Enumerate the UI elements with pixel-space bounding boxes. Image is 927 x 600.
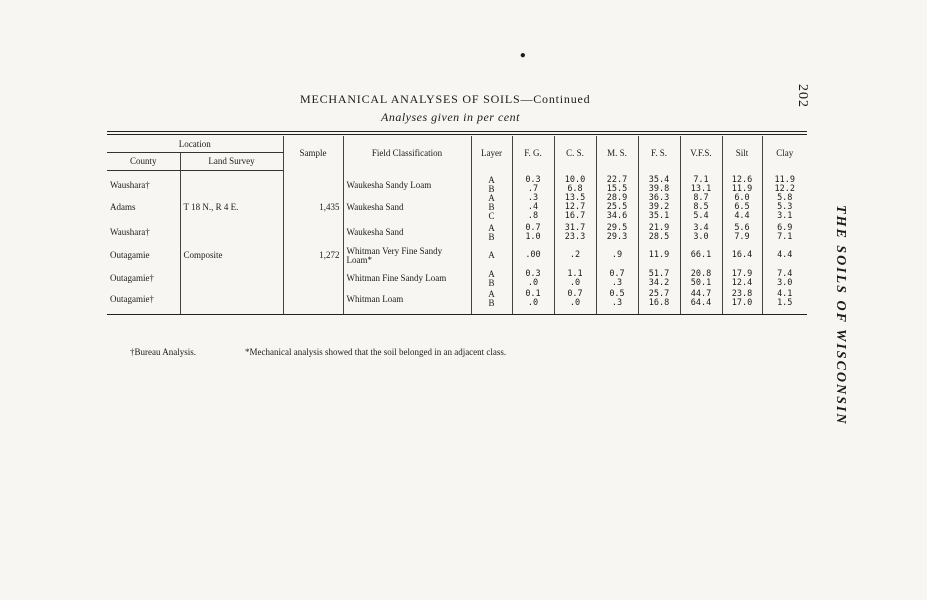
running-head: THE SOILS OF WISCONSIN: [833, 205, 848, 426]
silt-cell: 16.4: [722, 244, 762, 267]
stray-ink-mark: ●: [517, 49, 529, 62]
field-classification-cell: Waukesha Sandy Loam: [343, 170, 471, 194]
layer-cell: A: [471, 244, 512, 267]
sample-cell: [283, 267, 343, 290]
sample-cell: [283, 221, 343, 244]
table-row: [107, 170, 807, 194]
clay-cell: 4.4: [762, 244, 807, 267]
sample-cell: [283, 170, 343, 194]
footnotes: [130, 347, 507, 357]
layer-cell: A B: [471, 267, 512, 290]
vfs-cell: 66.1: [680, 244, 722, 267]
ms-cell: 0.5 .3: [596, 290, 638, 315]
table-row: [107, 267, 807, 290]
county-cell: Adams: [107, 194, 180, 221]
fs-cell: 11.9: [638, 244, 680, 267]
field-classification-cell: Whitman Loam: [343, 290, 471, 315]
table-row: [107, 221, 807, 244]
land-survey-cell: Composite: [180, 244, 283, 267]
fs-cell: 21.9 28.5: [638, 221, 680, 244]
fg-cell: 0.3 .0: [512, 267, 554, 290]
table-title: MECHANICAL ANALYSES OF SOILS—Continued: [300, 92, 591, 106]
land-survey-cell: [180, 170, 283, 194]
fs-cell: 36.3 39.2 35.1: [638, 194, 680, 221]
top-rule: [107, 131, 807, 132]
header-silt: Silt: [722, 136, 762, 170]
fs-cell: 25.7 16.8: [638, 290, 680, 315]
page-number: 202: [795, 84, 810, 108]
layer-cell: A B: [471, 170, 512, 194]
field-classification-cell: Whitman Very Fine Sandy Loam*: [343, 244, 471, 267]
header-cs: C. S.: [554, 136, 596, 170]
vfs-cell: 44.7 64.4: [680, 290, 722, 315]
silt-cell: 6.0 6.5 4.4: [722, 194, 762, 221]
fg-cell: 0.3 .7: [512, 170, 554, 194]
land-survey-cell: T 18 N., R 4 E.: [180, 194, 283, 221]
land-survey-cell: [180, 267, 283, 290]
vfs-cell: 3.4 3.0: [680, 221, 722, 244]
cs-cell: 10.0 6.8: [554, 170, 596, 194]
county-cell: Waushara†: [107, 221, 180, 244]
silt-cell: 12.6 11.9: [722, 170, 762, 194]
table-row: [107, 194, 807, 221]
silt-cell: 5.6 7.9: [722, 221, 762, 244]
fs-cell: 35.4 39.8: [638, 170, 680, 194]
header-vfs: V.F.S.: [680, 136, 722, 170]
layer-cell: A B: [471, 290, 512, 315]
county-cell: Outagamie: [107, 244, 180, 267]
cs-cell: 0.7 .0: [554, 290, 596, 315]
sample-cell: 1,272: [283, 244, 343, 267]
ms-cell: 29.5 29.3: [596, 221, 638, 244]
vfs-cell: 7.1 13.1: [680, 170, 722, 194]
ms-cell: 28.9 25.5 34.6: [596, 194, 638, 221]
header-sample: Sample: [283, 136, 343, 170]
footnote-bureau: †Bureau Analysis.: [130, 347, 196, 357]
ms-cell: .9: [596, 244, 638, 267]
ms-cell: 0.7 .3: [596, 267, 638, 290]
silt-cell: 17.9 12.4: [722, 267, 762, 290]
county-cell: Outagamie†: [107, 267, 180, 290]
layer-cell: A B C: [471, 194, 512, 221]
clay-cell: 11.9 12.2: [762, 170, 807, 194]
cs-cell: 1.1 .0: [554, 267, 596, 290]
layer-cell: A B: [471, 221, 512, 244]
table-subtitle: Analyses given in per cent: [381, 110, 520, 124]
clay-cell: 5.8 5.3 3.1: [762, 194, 807, 221]
field-classification-cell: Waukesha Sand: [343, 221, 471, 244]
footnote-mechanical: *Mechanical analysis showed that the soil belonged in an adjacent class.: [245, 347, 507, 357]
header-fg: F. G.: [512, 136, 554, 170]
header-clay: Clay: [762, 136, 807, 170]
fg-cell: .3 .4 .8: [512, 194, 554, 221]
land-survey-cell: [180, 290, 283, 315]
county-cell: Waushara†: [107, 170, 180, 194]
clay-cell: 4.1 1.5: [762, 290, 807, 315]
silt-cell: 23.8 17.0: [722, 290, 762, 315]
county-cell: Outagamie†: [107, 290, 180, 315]
vfs-cell: 20.8 50.1: [680, 267, 722, 290]
header-land-survey: Land Survey: [180, 152, 283, 170]
header-location: Location: [107, 136, 283, 152]
clay-cell: 6.9 7.1: [762, 221, 807, 244]
fg-cell: 0.1 .0: [512, 290, 554, 315]
soil-analysis-table: [107, 136, 807, 315]
land-survey-cell: [180, 221, 283, 244]
cs-cell: .2: [554, 244, 596, 267]
sample-cell: [283, 290, 343, 315]
header-ms: M. S.: [596, 136, 638, 170]
header-layer: Layer: [471, 136, 512, 170]
cs-cell: 13.5 12.7 16.7: [554, 194, 596, 221]
fs-cell: 51.7 34.2: [638, 267, 680, 290]
field-classification-cell: Whitman Fine Sandy Loam: [343, 267, 471, 290]
ms-cell: 22.7 15.5: [596, 170, 638, 194]
cs-cell: 31.7 23.3: [554, 221, 596, 244]
sample-cell: 1,435: [283, 194, 343, 221]
header-field-classification: Field Classification: [343, 136, 471, 170]
table-row: [107, 290, 807, 315]
top-rule-inner: [107, 134, 807, 135]
fg-cell: .00: [512, 244, 554, 267]
table-row: [107, 244, 807, 267]
fg-cell: 0.7 1.0: [512, 221, 554, 244]
header-county: County: [107, 152, 180, 170]
clay-cell: 7.4 3.0: [762, 267, 807, 290]
header-fs: F. S.: [638, 136, 680, 170]
vfs-cell: 8.7 8.5 5.4: [680, 194, 722, 221]
field-classification-cell: Waukesha Sand: [343, 194, 471, 221]
